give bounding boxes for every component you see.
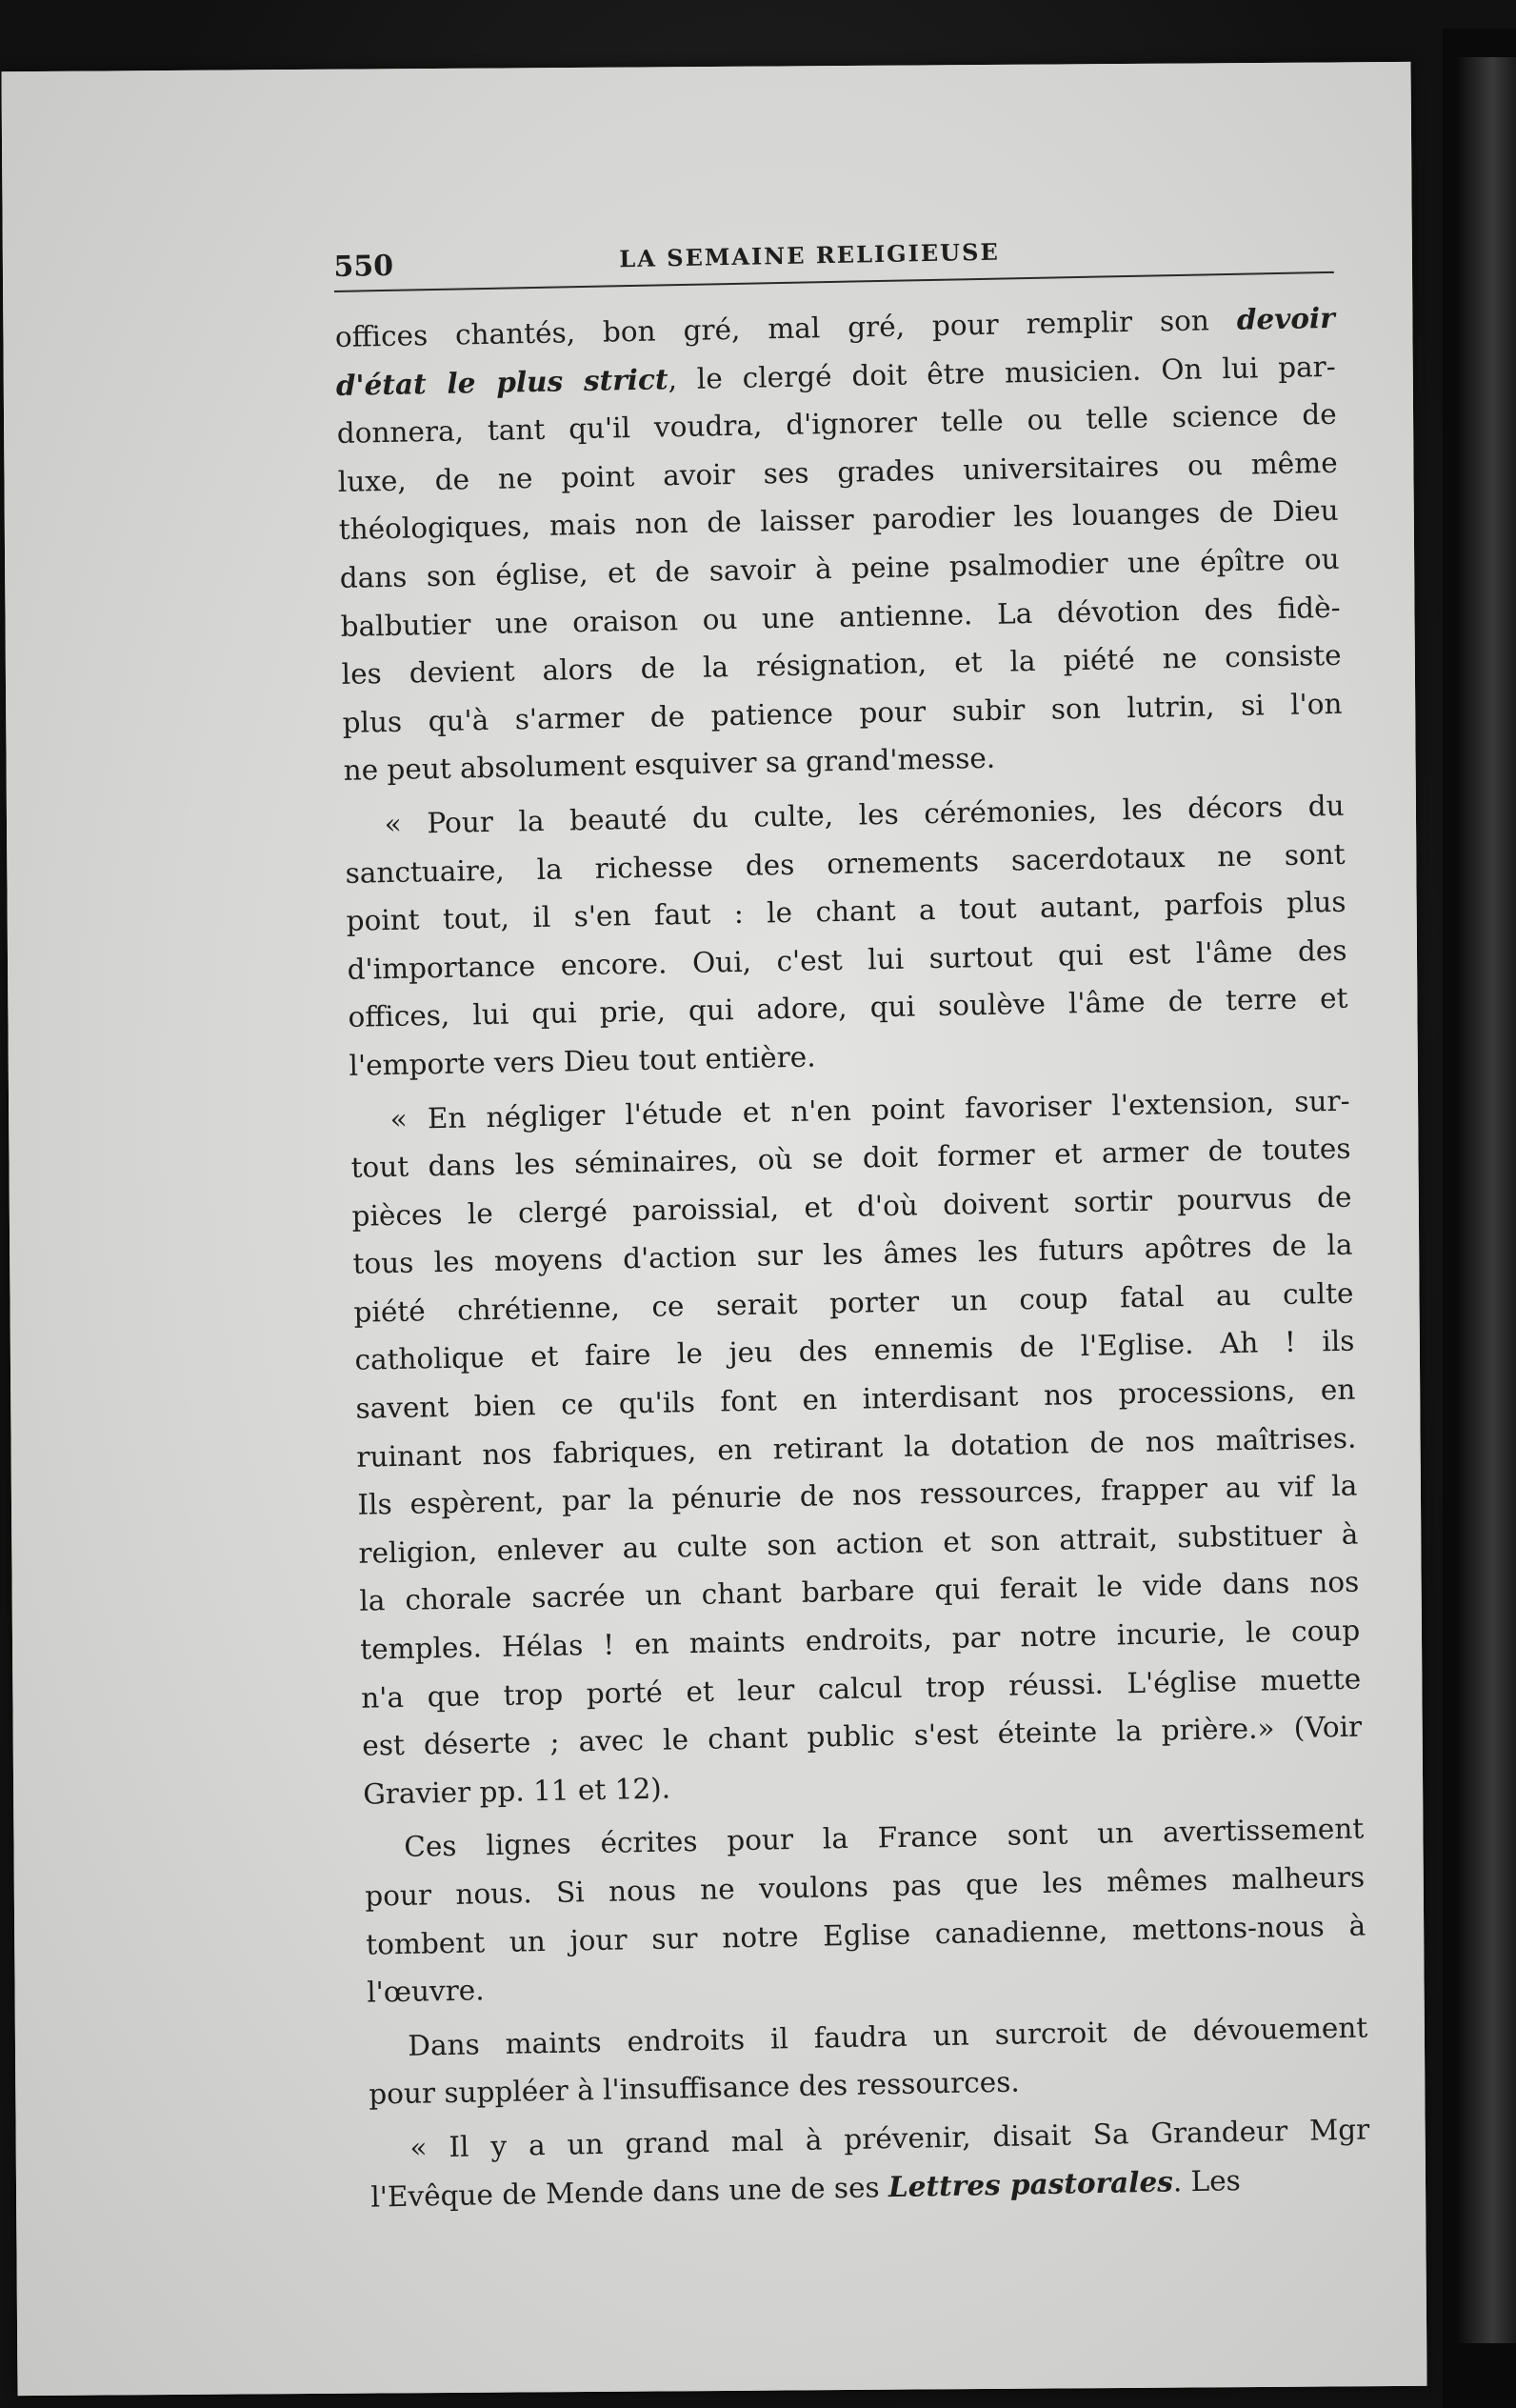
text-run: pour suppléer à l'insuffisance des ressources.	[369, 2065, 1021, 2112]
italic-run: Lettres pastorales	[888, 2164, 1174, 2203]
paragraph	[344, 782, 1349, 1091]
paragraph	[364, 1805, 1367, 2017]
text-run: . Les	[1172, 2163, 1242, 2198]
body-text	[334, 294, 1370, 2221]
text-run: plus qu'à s'armer de patience pour subir son lutrin, si l'on	[342, 687, 1343, 739]
text-run: théologiques, mais non de laisser parodier les louanges de Dieu	[338, 494, 1339, 547]
text-run: Dans maints endroits il faudra un surcroit de dévouement	[408, 2011, 1368, 2062]
text-run: est déserte ; avec le chant public s'est éteinte la prière.» (Voir	[361, 1710, 1363, 1762]
paragraph	[349, 1076, 1363, 1818]
text-run: offices chantés, bon gré, mal gré, pour remplir son	[334, 303, 1238, 353]
text-run: catholique et faire le jeu des ennemis de l'Eglise. Ah ! ils	[354, 1325, 1355, 1377]
text-run: Gravier pp. 11 et 12).	[362, 1772, 671, 1811]
text-run: luxe, de ne point avoir ses grades universitaires ou même	[337, 446, 1338, 498]
paragraph	[334, 294, 1344, 795]
text-run: savent bien ce qu'ils font en interdisant nos processions, en	[355, 1373, 1356, 1425]
paragraph	[368, 2003, 1369, 2118]
text-run: religion, enlever au culte son action et son attrait, substituer à	[358, 1517, 1359, 1570]
text-run: l'œuvre.	[366, 1974, 485, 2009]
page-number: 550	[333, 249, 394, 284]
text-run: donnera, tant qu'il voudra, d'ignorer telle ou telle science de	[336, 397, 1337, 451]
text-run: « Pour la beauté du culte, les cérémonies, les décors du	[384, 789, 1345, 841]
text-run: pour nous. Si nous ne voulons pas que les mêmes malheurs	[365, 1860, 1366, 1913]
text-run: Ces lignes écrites pour la France sont un avertissement	[404, 1812, 1365, 1864]
text-run: la chorale sacrée un chant barbare qui ferait le vide dans nos	[359, 1566, 1360, 1618]
text-run: l'emporte vers Dieu tout entière.	[349, 1040, 816, 1082]
text-run: balbutier une oraison ou une antienne. La dévotion des fidè-	[340, 591, 1341, 643]
text-run: piété chrétienne, ce serait porter un coup fatal au culte	[353, 1276, 1354, 1329]
italic-run: devoir	[1236, 300, 1336, 336]
journal-title: LA SEMAINE RELIGIEUSE	[619, 237, 1000, 273]
text-run: tombent un jour sur notre Eglise canadienne, mettons-nous à	[365, 1909, 1366, 1961]
text-run: , le clergé doit être musicien. On lui par-	[668, 350, 1337, 395]
text-run: tout dans les séminaires, où se doit former et armer de toutes	[350, 1132, 1351, 1184]
italic-run: d'état le plus strict	[335, 361, 668, 402]
text-run: tous les moyens d'action sur les âmes les futurs apôtres de la	[352, 1228, 1353, 1281]
text-run: Ils espèrent, par la pénurie de nos ressources, frapper au vif la	[357, 1469, 1358, 1522]
text-run: sanctuaire, la richesse des ornements sacerdotaux ne sont	[345, 837, 1346, 890]
text-run: point tout, il s'en faut : le chant a tout autant, parfois plus	[346, 885, 1346, 937]
text-run: d'importance encore. Oui, c'est lui surtout qui est l'âme des	[347, 933, 1347, 986]
text-run: « En négliger l'étude et n'en point favoriser l'extension, sur-	[389, 1084, 1350, 1135]
text-run: n'a que trop porté et leur calcul trop réussi. L'église muette	[361, 1662, 1362, 1715]
text-run: pièces le clergé paroissial, et d'où doivent sortir pourvus de	[351, 1180, 1352, 1233]
paragraph	[369, 2105, 1371, 2220]
text-run: les devient alors de la résignation, et la piété ne consiste	[341, 638, 1342, 692]
text-run: « Il y a un grand mal à prévenir, disait Sa Grandeur Mgr	[409, 2113, 1370, 2164]
page-content	[333, 224, 1371, 2221]
text-run: offices, lui qui prie, qui adore, qui soulève l'âme de terre et	[348, 982, 1348, 1034]
text-run: ne peut absolument esquiver sa grand'messe.	[343, 742, 996, 788]
text-run: dans son église, et de savoir à peine psalmodier une épître ou	[339, 542, 1340, 594]
text-run: ruinant nos fabriques, en retirant la dotation de nos maîtrises.	[356, 1421, 1357, 1474]
text-run: l'Evêque de Mende dans une de ses	[370, 2170, 889, 2214]
adjacent-page-shadow	[1457, 57, 1516, 2343]
text-run: temples. Hélas ! en maints endroits, par notre incurie, le coup	[360, 1614, 1361, 1666]
